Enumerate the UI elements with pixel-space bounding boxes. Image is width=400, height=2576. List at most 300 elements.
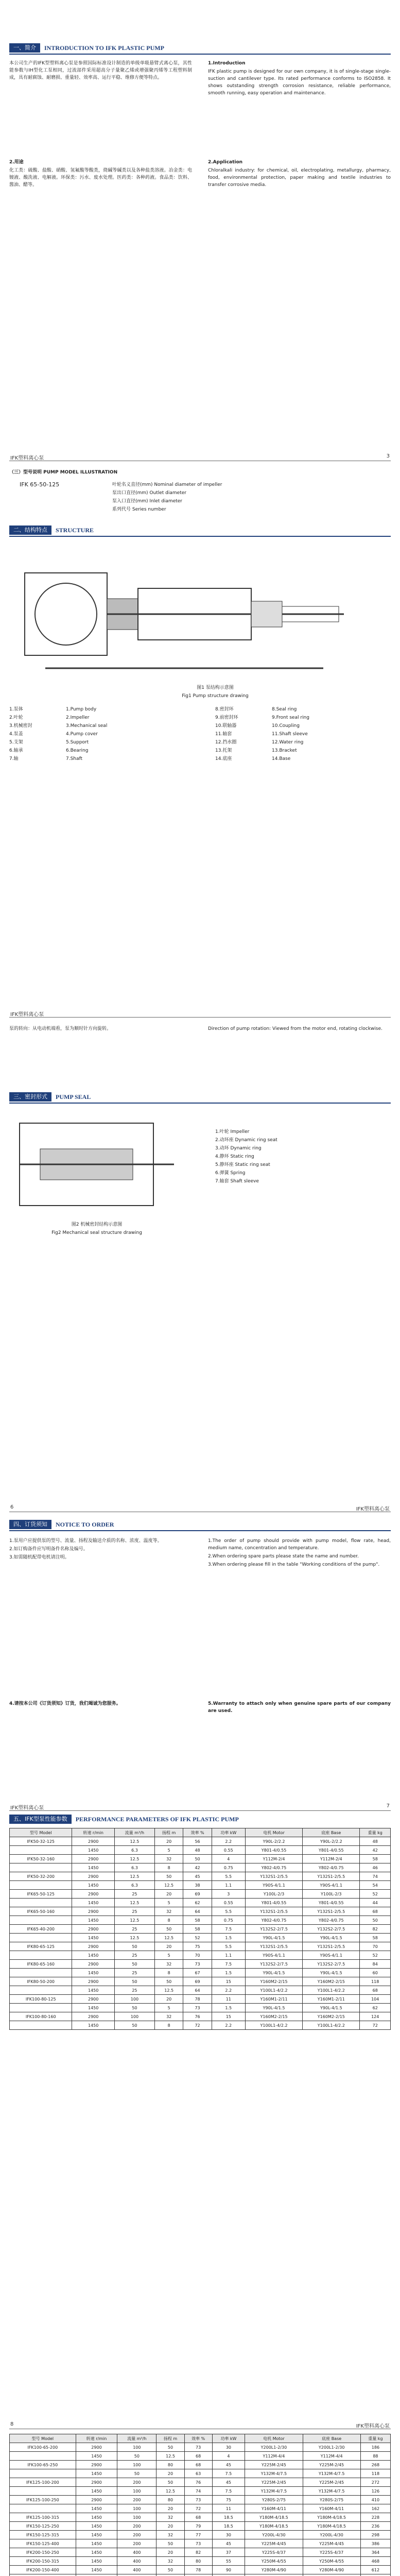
table-row — [10, 2574, 391, 2576]
table-cell: 60 — [360, 1969, 391, 1977]
table-cell: 80 — [156, 2461, 184, 2469]
use-cn-text: 化工类：硫酸、盐酸、硝酸、氢氟酸等酸类，烧碱等碱类以及各种盐类溶液。冶金类：电镀液、酸洗液、电解液。环保类：污水、废水处理。医药类：各种药液。食品类：饮料、酱油、醋等。 — [9, 168, 192, 188]
table-cell: 1.1 — [212, 1881, 245, 1890]
intro-cn — [9, 60, 192, 82]
table-row — [10, 2539, 391, 2548]
parts-en — [66, 706, 138, 764]
table-header-cell: 重量 kg — [360, 2434, 390, 2443]
performance-table-1 — [9, 1828, 391, 2030]
table-header-cell: 型号 Model — [10, 1828, 72, 1837]
table-cell: Y90L-4/1.5 — [245, 1934, 302, 1942]
table-cell: 72 — [184, 2504, 212, 2513]
table-cell: 100 — [117, 2461, 156, 2469]
table-cell: 62 — [360, 2004, 391, 2012]
table-cell: IFK125-100-200 — [10, 2478, 76, 2487]
table-cell: 50 — [156, 2566, 184, 2574]
section-en: NOTICE TO ORDER — [56, 1520, 114, 1528]
note-cn: 4.请按本公司《订货须知》订货，我们竭诚为您服务。 — [9, 1701, 121, 1706]
table-cell: 30 — [212, 2531, 245, 2539]
table-cell: 32 — [154, 1907, 183, 1916]
table-cell: 2.2 — [212, 2021, 245, 2030]
page-4 — [9, 1504, 391, 1772]
table-cell: 32 — [154, 1855, 183, 1863]
table-cell: Y90S-4/1.1 — [303, 1951, 360, 1960]
table-cell — [10, 2574, 76, 2576]
table-cell — [10, 1969, 72, 1977]
table-cell: Y801-4/0.55 — [245, 1899, 302, 1907]
parts2-cn — [215, 706, 267, 764]
table-cell: Y225M-2/45 — [303, 2478, 360, 2487]
table-cell: IFK65-50-160 — [10, 1907, 72, 1916]
table-cell: 73 — [184, 2496, 212, 2504]
table-cell: 200 — [117, 2531, 156, 2539]
rotation-en: Direction of pump rotation: Viewed from the motor end, rotating clockwise. — [208, 1026, 382, 1031]
table-cell: 1450 — [72, 1986, 115, 1995]
part-cn: 11.轴套 — [215, 732, 232, 737]
table-cell — [303, 2574, 360, 2576]
table-cell: 32 — [154, 1960, 183, 1969]
table-cell: 1450 — [76, 2487, 117, 2496]
table-cell: Y225M-2/45 — [245, 2461, 303, 2469]
table-cell: 79 — [184, 2522, 212, 2531]
table-cell: Y280S-2/75 — [245, 2496, 303, 2504]
seal-fig-en: Fig2 Mechanical seal structure drawing — [51, 1230, 142, 1235]
table-cell: 1450 — [72, 1899, 115, 1907]
section-en: STRUCTURE — [56, 526, 94, 534]
part-cn: 8.密封环 — [215, 707, 234, 712]
table-cell: 58 — [183, 1916, 212, 1925]
table-cell: 3 — [212, 1890, 245, 1899]
table-cell: Y160M2-2/15 — [303, 1977, 360, 1986]
section-cn: 二、结构特点 — [9, 526, 51, 535]
table-cell: 5 — [154, 1846, 183, 1855]
table-cell: 70 — [360, 1942, 391, 1951]
table-cell: Y90S-4/1.1 — [245, 1951, 302, 1960]
table-cell: 1450 — [76, 2557, 117, 2566]
table-cell: 68 — [360, 1986, 391, 1995]
table-cell: Y132S1-2/5.5 — [245, 1942, 302, 1951]
order-en — [208, 1537, 391, 1569]
header-left: IFK塑料离心泵 — [10, 455, 44, 461]
table-cell: 73 — [183, 1960, 212, 1969]
table-cell: 84 — [360, 1960, 391, 1969]
table-cell: 70 — [183, 1951, 212, 1960]
table-cell: 2900 — [72, 1872, 115, 1881]
table-cell: 50 — [360, 1916, 391, 1925]
table-cell: 2900 — [72, 2012, 115, 2021]
table-cell: IFK65-40-200 — [10, 1925, 72, 1934]
table-cell: 162 — [360, 2504, 390, 2513]
section-cn: 五、IFK型泵性能参数 — [9, 1815, 72, 1824]
table-cell: 50 — [154, 1977, 183, 1986]
table-cell: 126 — [360, 2487, 390, 2496]
part-en: 14.Base — [272, 756, 291, 761]
table-cell: Y160M1-2/11 — [303, 1995, 360, 2004]
table-cell: 25 — [114, 1969, 154, 1977]
table-cell: IFK100-65-200 — [10, 2443, 76, 2452]
table-cell: 50 — [114, 2004, 154, 2012]
table-cell: 1450 — [76, 2452, 117, 2461]
table-cell: IFK50-32-200 — [10, 1872, 72, 1881]
table-row — [10, 1855, 391, 1863]
table-cell — [360, 2574, 390, 2576]
table-cell: 32 — [154, 2012, 183, 2021]
table-cell: 11 — [212, 2504, 245, 2513]
performance-table-2 — [9, 2434, 391, 2576]
table-cell: Y280M-4/90 — [303, 2566, 360, 2574]
table-cell: 38 — [183, 1881, 212, 1890]
table-cell: IFK150-125-250 — [10, 2522, 76, 2531]
table-row — [10, 2487, 391, 2496]
table-cell: 1450 — [76, 2531, 117, 2539]
table-cell: 46 — [360, 1863, 391, 1872]
section-rule — [9, 536, 391, 537]
table-cell: 25 — [114, 1890, 154, 1899]
table-cell: Y225S-4/37 — [303, 2548, 360, 2557]
table-header-row — [10, 1828, 391, 1837]
table-cell: 1450 — [76, 2504, 117, 2513]
table-cell: 1.5 — [212, 1969, 245, 1977]
table-row — [10, 2012, 391, 2021]
table-cell: Y225M-2/45 — [303, 2461, 360, 2469]
table-page-2 — [9, 2421, 391, 2576]
model-code: IFK 65-50-125 — [20, 481, 60, 488]
table-cell: 6.3 — [114, 1846, 154, 1855]
table-cell: 25 — [114, 1925, 154, 1934]
table-cell: Y180M-4/18.5 — [303, 2522, 360, 2531]
table-cell: 2900 — [72, 1977, 115, 1986]
table-header-cell: 扬程 m — [154, 1828, 183, 1837]
table-cell: 100 — [114, 1995, 154, 2004]
table-cell: 2900 — [76, 2461, 117, 2469]
table-cell: 30 — [212, 2443, 245, 2452]
table-cell — [10, 2004, 72, 2012]
table-row — [10, 2566, 391, 2574]
table-cell: 8 — [154, 1969, 183, 1977]
part-cn: 6.轴承 — [9, 748, 23, 753]
table-cell: IFK80-65-160 — [10, 1960, 72, 1969]
table-cell: 50 — [183, 1855, 212, 1863]
table-cell: 48 — [183, 1846, 212, 1855]
table-cell: 74 — [360, 1872, 391, 1881]
table-header-cell: 扬程 m — [156, 2434, 184, 2443]
table-cell: 386 — [360, 2539, 390, 2548]
seal-part: 4.静环 Static ring — [215, 1154, 254, 1159]
table-cell — [10, 1899, 72, 1907]
table-cell: IFK80-65-125 — [10, 1942, 72, 1951]
section-en: PERFORMANCE PARAMETERS OF IFK PLASTIC PUMP — [75, 1815, 239, 1823]
table-cell: 12.5 — [154, 1986, 183, 1995]
table-cell — [10, 2469, 76, 2478]
fig-cn: 图1 泵结构示意图 — [197, 685, 234, 690]
part-cn: 14.底座 — [215, 756, 232, 761]
table-cell: 200 — [117, 2522, 156, 2531]
table-row — [10, 1881, 391, 1890]
header-right: 3 — [386, 453, 390, 459]
table-cell: IFK125-100-315 — [10, 2513, 76, 2522]
table-cell: 124 — [360, 2012, 391, 2021]
table-cell: 1.1 — [212, 1951, 245, 1960]
table-cell: 200 — [117, 2539, 156, 2548]
table-cell: 12.5 — [154, 1881, 183, 1890]
table-cell: 67 — [183, 1969, 212, 1977]
table-cell: IFK200-150-400 — [10, 2566, 76, 2574]
parts2-en — [272, 706, 375, 764]
table-cell: 2900 — [72, 1855, 115, 1863]
table-cell: Y160M1-2/11 — [245, 1995, 302, 2004]
header-left: IFK塑料离心泵 — [10, 1805, 44, 1811]
table-cell: 5 — [154, 1899, 183, 1907]
table-cell: 12.5 — [156, 2452, 184, 2461]
table-cell: 4 — [212, 1855, 245, 1863]
table-cell: 5.5 — [212, 1942, 245, 1951]
part-cn: 2.叶轮 — [9, 715, 23, 720]
table-cell: Y112M-4/4 — [303, 2452, 360, 2461]
table-cell: 6.3 — [114, 1863, 154, 1872]
table-cell: 64 — [183, 1907, 212, 1916]
section-cn: 一、简介 — [9, 43, 40, 53]
table-cell: 12.5 — [114, 1934, 154, 1942]
table-cell: 68 — [360, 1907, 391, 1916]
table-header-cell: 电机 Motor — [245, 2434, 303, 2443]
table-cell: 50 — [117, 2452, 156, 2461]
table-cell: 2900 — [76, 2478, 117, 2487]
table-header-cell: 效率 % — [183, 1828, 212, 1837]
table-cell: Y90L-2/2.2 — [303, 1837, 360, 1846]
table-cell: Y100L1-4/2.2 — [245, 2021, 302, 2030]
table-cell: Y132S1-2/5.5 — [245, 1907, 302, 1916]
table-cell: Y180M-4/18.5 — [303, 2513, 360, 2522]
table-header-cell: 重量 kg — [360, 1828, 391, 1837]
intro-en-text: IFK plastic pump is designed for our own company, it is of single-stage single-suction and cantilever type. Its rated performance conforms to ISO2858. It shows outstanding strength corrosion resistance, reliable performance, smooth running, easy operation and maintenance. — [208, 69, 391, 96]
table-header-cell: 流量 m³/h — [114, 1828, 154, 1837]
use-en — [208, 159, 391, 190]
table-row — [10, 1890, 391, 1899]
table-cell: 12.5 — [156, 2487, 184, 2496]
table-cell — [10, 1846, 72, 1855]
table-cell: Y225M-4/45 — [245, 2539, 303, 2548]
table-cell — [10, 2021, 72, 2030]
table-cell: 1450 — [72, 1846, 115, 1855]
model-line: 泵入口直径(mm) Inlet diameter — [112, 499, 183, 504]
table-cell: 4 — [212, 2452, 245, 2461]
table-row — [10, 1934, 391, 1942]
table-cell: 25 — [114, 1951, 154, 1960]
seal-fig-caption — [30, 1221, 164, 1238]
table-cell — [10, 2504, 76, 2513]
table-cell: 100 — [117, 2443, 156, 2452]
table-cell: Y100L1-4/2.2 — [245, 1986, 302, 1995]
table-cell: IFK125-100-250 — [10, 2496, 76, 2504]
page-header — [9, 453, 391, 461]
use-cn-title: 2.用途 — [9, 160, 24, 165]
table-cell: 1450 — [72, 1969, 115, 1977]
table-cell: Y90L-4/1.5 — [245, 1969, 302, 1977]
table-cell: Y160M2-2/15 — [245, 1977, 302, 1986]
table-cell: 2.2 — [212, 1837, 245, 1846]
table-cell: 48 — [360, 1837, 391, 1846]
table-cell: IFK65-50-125 — [10, 1890, 72, 1899]
table-cell: 56 — [183, 1837, 212, 1846]
order-cn-2: 2.如订购备件应写明备件名称及编号。 — [9, 1547, 88, 1552]
page-header — [9, 1803, 391, 1811]
parts-cn — [9, 706, 61, 764]
header-left: 6 — [10, 1504, 14, 1510]
table-header-cell: 转速 r/min — [76, 2434, 117, 2443]
table-cell — [156, 2574, 184, 2576]
table-cell: IFK100-80-160 — [10, 2012, 72, 2021]
table-cell: Y802-4/0.75 — [303, 1863, 360, 1872]
order-en-3: 3.When ordering please fill in the table "Working conditions of the pump". — [208, 1562, 380, 1567]
table-cell: 0.75 — [212, 1863, 245, 1872]
table-cell: 62 — [183, 1899, 212, 1907]
page-header — [9, 1504, 391, 1512]
table-cell — [10, 2487, 76, 2496]
table-cell: 1450 — [72, 2021, 115, 2030]
model-title: （三）型号说明 PUMP MODEL ILLUSTRATION — [9, 470, 118, 475]
table-cell: IFK150-125-400 — [10, 2539, 76, 2548]
table-cell: 55 — [212, 2557, 245, 2566]
table-cell: 118 — [360, 1977, 391, 1986]
part-en: 2.Impeller — [66, 715, 90, 720]
table-cell: Y90L-4/1.5 — [245, 2004, 302, 2012]
table-cell: Y250M-4/55 — [303, 2557, 360, 2566]
table-cell: 80 — [184, 2557, 212, 2566]
table-row — [10, 1863, 391, 1872]
use-en-text: Chloralkali industry: for chemical, oil, electroplating, metallurgy, pharmacy, food, environmental protection, paper making and textile industries to transfer corrosive media. — [208, 168, 391, 188]
table-cell: 200 — [117, 2496, 156, 2504]
table-cell: 80 — [156, 2496, 184, 2504]
table-cell — [10, 1951, 72, 1960]
part-en: 13.Bracket — [272, 748, 297, 753]
table-cell: Y132S1-2/5.5 — [303, 1942, 360, 1951]
fig-caption — [164, 684, 267, 701]
table-cell: 50 — [154, 1872, 183, 1881]
table-cell — [10, 1986, 72, 1995]
table-cell: Y802-4/0.75 — [303, 1916, 360, 1925]
table-cell: IFK100-80-125 — [10, 1995, 72, 2004]
table-cell: 78 — [183, 1995, 212, 2004]
table-cell: Y160M2-2/15 — [303, 2012, 360, 2021]
part-cn: 5.支架 — [9, 740, 23, 745]
part-en: 5.Support — [66, 740, 89, 745]
header-left: IFK塑料离心泵 — [10, 1012, 44, 1018]
page-header — [9, 2421, 391, 2429]
section-rule — [9, 54, 391, 55]
seal-part: 5.静环座 Static ring seat — [215, 1162, 270, 1167]
table-cell: 18.5 — [212, 2522, 245, 2531]
table-row — [10, 1916, 391, 1925]
table-cell: Y90L-4/1.5 — [303, 1969, 360, 1977]
table-cell: 45 — [212, 2478, 245, 2487]
table-cell: Y90L-2/2.2 — [245, 1837, 302, 1846]
seal-part: 7.轴套 Shaft sleeve — [215, 1179, 259, 1184]
table-header-cell: 功率 kW — [212, 2434, 245, 2443]
model-line: 泵出口直径(mm) Outlet diameter — [112, 490, 186, 496]
seal-drawing — [9, 1113, 184, 1216]
table-cell: 90 — [212, 2566, 245, 2574]
model-line: 系列代号 Series number — [112, 507, 166, 512]
table-row — [10, 1951, 391, 1960]
section-cn: 四、订货须知 — [9, 1520, 51, 1529]
table-cell: 52 — [360, 1890, 391, 1899]
table-header-cell: 转速 r/min — [72, 1828, 115, 1837]
section-rule — [9, 1103, 391, 1104]
table-row — [10, 2504, 391, 2513]
order-en-1: 1.The order of pump should provide with pump model, flow rate, head, medium name, concentration and temperature. — [208, 1538, 391, 1551]
part-cn: 4.泵盖 — [9, 732, 23, 737]
table-cell: 1450 — [76, 2522, 117, 2531]
table-cell: 50 — [114, 2021, 154, 2030]
page-1 — [9, 14, 391, 324]
table-cell: 15 — [212, 2012, 245, 2021]
table-cell: 50 — [117, 2469, 156, 2478]
intro-en — [208, 60, 391, 98]
table-cell: 100 — [117, 2513, 156, 2522]
table-cell: Y112M-2/4 — [303, 1855, 360, 1863]
section-bar-structure — [9, 526, 94, 535]
use-cn — [9, 159, 192, 190]
table-cell: 52 — [360, 1951, 391, 1960]
table-cell: IFK50-32-125 — [10, 1837, 72, 1846]
table-cell: Y132S1-2/5.5 — [303, 1872, 360, 1881]
table-cell: Y132M-4/7.5 — [245, 2487, 303, 2496]
table-cell: Y132S2-2/7.5 — [245, 1925, 302, 1934]
table-cell: Y802-4/0.75 — [245, 1916, 302, 1925]
table-cell: 68 — [184, 2513, 212, 2522]
table-cell: IFK50-32-160 — [10, 1855, 72, 1863]
rotation-cn: 泵的转向：从电动机端看，泵为顺时针方向旋转。 — [9, 1026, 112, 1031]
table-cell: 1450 — [76, 2548, 117, 2557]
table-cell: 1450 — [76, 2539, 117, 2548]
table-header-row — [10, 2434, 391, 2443]
table-row — [10, 1846, 391, 1855]
table-cell: 2900 — [72, 1907, 115, 1916]
table-header-cell: 底座 Base — [303, 2434, 360, 2443]
table-cell: 2900 — [76, 2443, 117, 2452]
table-cell: 228 — [360, 2513, 390, 2522]
table-cell: Y801-4/0.55 — [303, 1899, 360, 1907]
table-cell: 72 — [360, 2021, 391, 2030]
table-cell: 88 — [360, 2452, 390, 2461]
table-cell: Y132S1-2/5.5 — [303, 1907, 360, 1916]
table-cell: 69 — [183, 1890, 212, 1899]
table-cell: Y280M-4/90 — [245, 2566, 303, 2574]
table-cell: 7.5 — [212, 2469, 245, 2478]
table-cell: 2900 — [76, 2496, 117, 2504]
table-header-cell: 电机 Motor — [245, 1828, 302, 1837]
table-cell: IFK150-125-315 — [10, 2531, 76, 2539]
table-cell: 50 — [154, 1925, 183, 1934]
order-cn — [9, 1537, 192, 1562]
table-cell: 2900 — [72, 1995, 115, 2004]
table-cell: 2900 — [72, 1890, 115, 1899]
table-cell: 12.5 — [154, 1934, 183, 1942]
table-cell: 20 — [156, 2522, 184, 2531]
table-row — [10, 1907, 391, 1916]
table-cell: 78 — [184, 2566, 212, 2574]
table-row — [10, 1995, 391, 2004]
table-cell: Y200L1-2/30 — [303, 2443, 360, 2452]
table-cell: 2900 — [72, 1925, 115, 1934]
table-row — [10, 1960, 391, 1969]
section-bar-seal — [9, 1092, 91, 1101]
table-cell: Y802-4/0.75 — [245, 1863, 302, 1872]
table-cell: 5.5 — [212, 1872, 245, 1881]
table-cell: 20 — [154, 1942, 183, 1951]
table-cell: 58 — [360, 1934, 391, 1942]
table-cell: 8 — [154, 2021, 183, 2030]
